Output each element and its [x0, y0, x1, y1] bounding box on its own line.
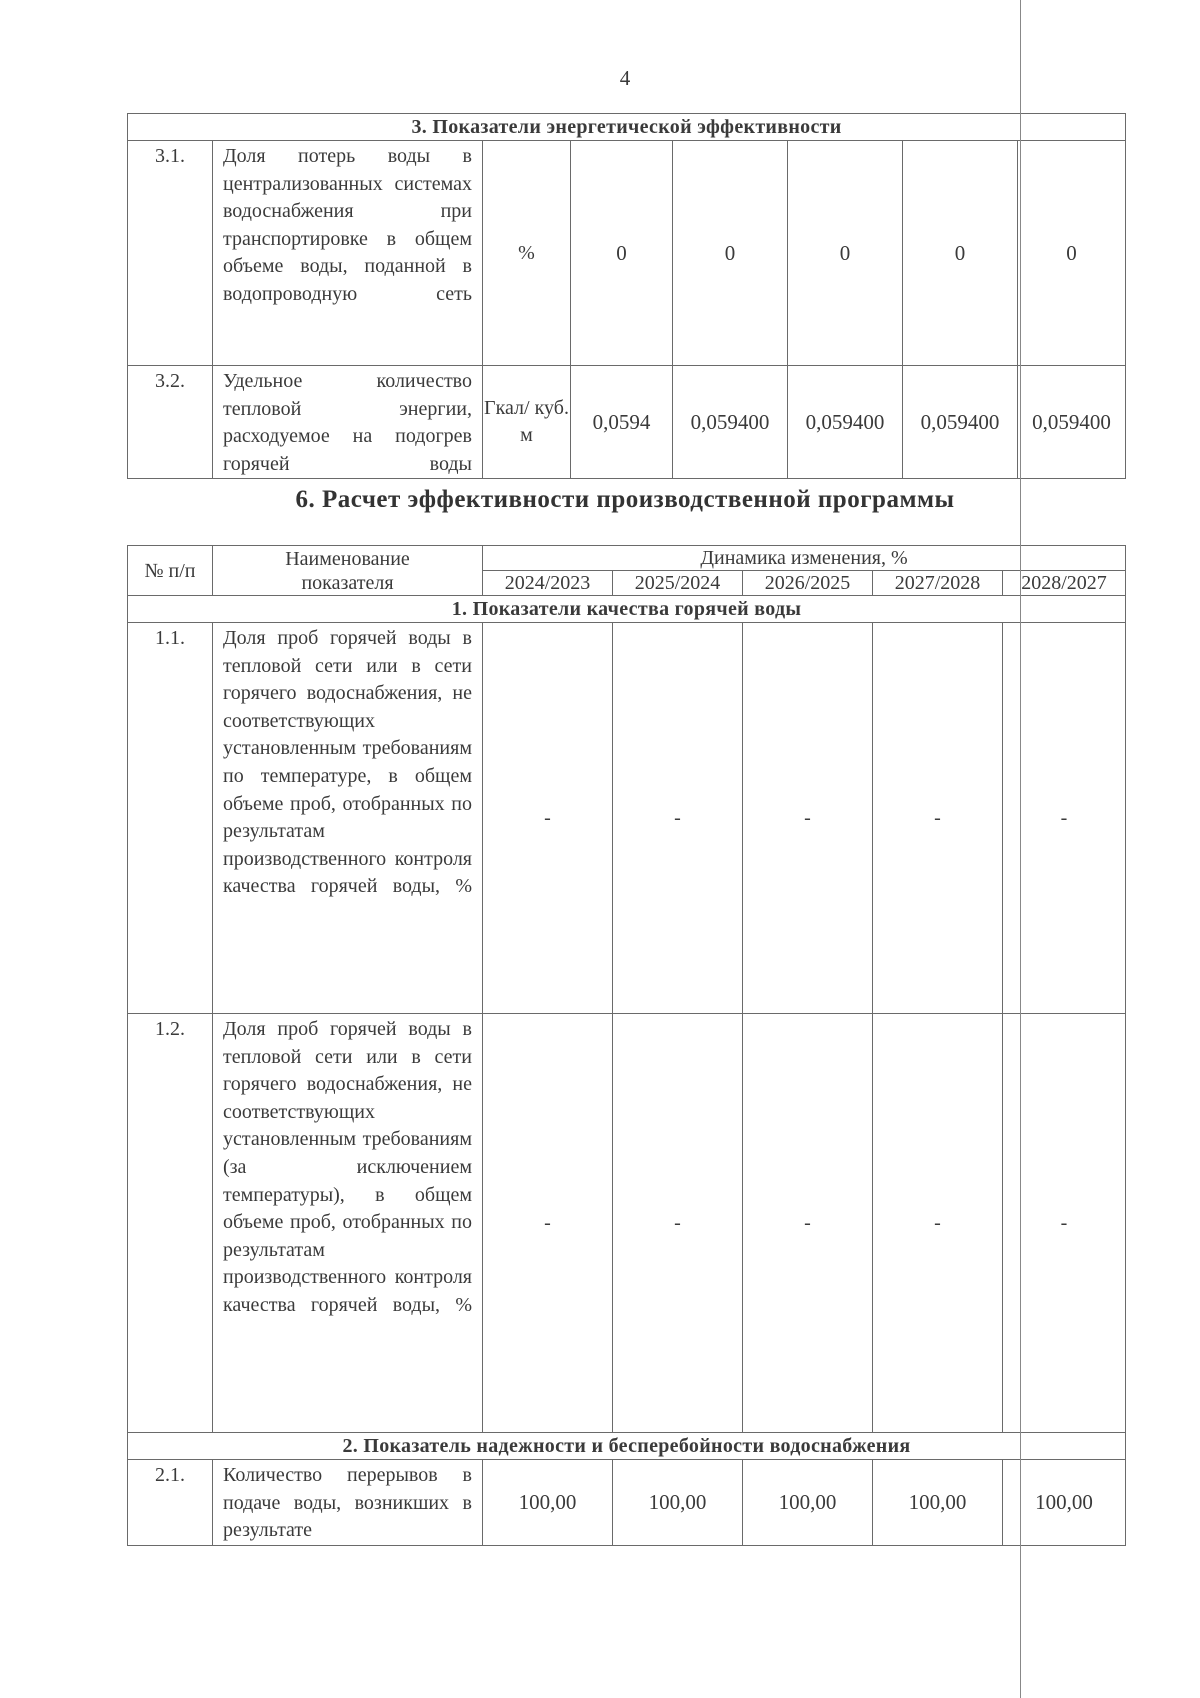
- value-cell: 0,059400: [788, 366, 903, 479]
- value-cell: 0,0594: [571, 366, 673, 479]
- indicator-name: Доля проб горячей воды в тепловой сети или в сети горячего водоснабжения, не соответствующих установленным требованиям по температуре, в общем объеме проб, отобранных по результатам производственного контроля качества горячей воды, %: [213, 623, 483, 1014]
- indicator-name: Количество перерывов в подаче воды, возникших в результате: [213, 1460, 483, 1546]
- row-number: 1.1.: [128, 623, 213, 1014]
- value-cell: 0,059400: [1018, 366, 1126, 479]
- value-cell: 0: [673, 141, 788, 366]
- row-number: 3.2.: [128, 366, 213, 479]
- energy-section-title: 3. Показатели энергетической эффективности: [128, 114, 1126, 141]
- indicator-name: Доля потерь воды в централизованных системах водоснабжения при транспортировке в общем объеме воды, поданной в водопроводную сеть: [213, 141, 483, 366]
- value-cell: -: [1003, 623, 1126, 1014]
- year-header: 2024/2023: [483, 571, 613, 596]
- year-header: 2025/2024: [613, 571, 743, 596]
- value-cell: 100,00: [1003, 1460, 1126, 1546]
- value-cell: 100,00: [483, 1460, 613, 1546]
- reliability-section-title: 2. Показатель надежности и бесперебойности водоснабжения: [128, 1433, 1126, 1460]
- section-title: 6. Расчет эффективности производственной программы: [295, 486, 955, 513]
- value-cell: -: [613, 623, 743, 1014]
- value-cell: 0,059400: [903, 366, 1018, 479]
- unit: %: [483, 141, 571, 366]
- value-cell: -: [743, 623, 873, 1014]
- value-cell: 0: [903, 141, 1018, 366]
- table-row: [128, 141, 1126, 366]
- indicator-name: Удельное количество тепловой энергии, расходуемое на подогрев горячей воды: [213, 366, 483, 479]
- indicator-name: Доля проб горячей воды в тепловой сети или в сети горячего водоснабжения, не соответствующих установленным требованиям (за исключением температуры), в общем объеме проб, отобранных по результатам производственного контроля качества горячей воды, %: [213, 1014, 483, 1433]
- page-number: 4: [619, 66, 631, 90]
- row-number: 3.1.: [128, 141, 213, 366]
- year-header: 2027/2028: [873, 571, 1003, 596]
- table-row: [128, 623, 1126, 1014]
- value-cell: 0: [788, 141, 903, 366]
- value-cell: -: [1003, 1014, 1126, 1433]
- year-header: 2026/2025: [743, 571, 873, 596]
- efficiency-table: [127, 545, 1126, 1546]
- value-cell: 100,00: [743, 1460, 873, 1546]
- value-cell: 0: [1018, 141, 1126, 366]
- row-number: 2.1.: [128, 1460, 213, 1546]
- value-cell: 100,00: [613, 1460, 743, 1546]
- value-cell: -: [483, 1014, 613, 1433]
- energy-efficiency-table: [127, 113, 1126, 479]
- value-cell: 0,059400: [673, 366, 788, 479]
- year-header: 2028/2027: [1003, 571, 1126, 596]
- value-cell: -: [613, 1014, 743, 1433]
- column-header-name: Наименование показателя: [213, 546, 483, 596]
- unit: Гкал/ куб. м: [483, 366, 571, 479]
- table-row: [128, 1460, 1126, 1546]
- table-row: [128, 1014, 1126, 1433]
- value-cell: -: [873, 1014, 1003, 1433]
- column-header-number: № п/п: [128, 546, 213, 596]
- row-number: 1.2.: [128, 1014, 213, 1433]
- value-cell: 0: [571, 141, 673, 366]
- column-header-dynamics: Динамика изменения, %: [483, 546, 1126, 571]
- value-cell: -: [743, 1014, 873, 1433]
- value-cell: -: [873, 623, 1003, 1014]
- table-row: [128, 366, 1126, 479]
- value-cell: -: [483, 623, 613, 1014]
- value-cell: 100,00: [873, 1460, 1003, 1546]
- scan-fold-line: [1020, 0, 1021, 1698]
- quality-section-title: 1. Показатели качества горячей воды: [128, 596, 1126, 623]
